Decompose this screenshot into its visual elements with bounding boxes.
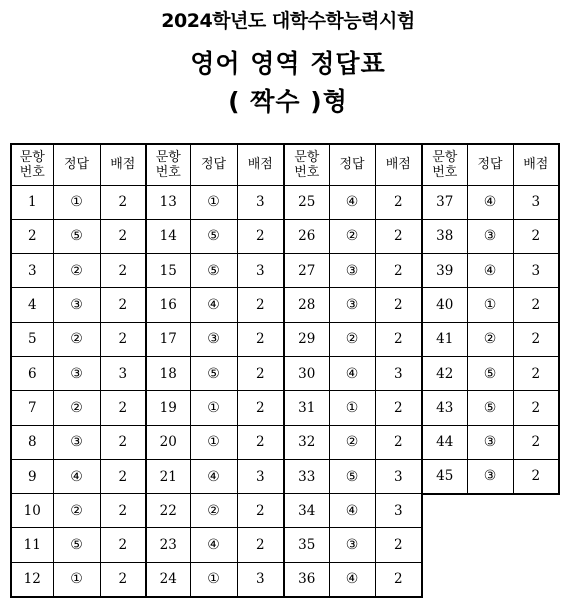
answer-value: ① xyxy=(190,562,237,596)
table-row xyxy=(11,562,559,596)
answer-value: ① xyxy=(53,562,100,596)
answer-key-table xyxy=(10,143,560,598)
points-value: 2 xyxy=(237,425,284,459)
answer-value: ② xyxy=(467,322,513,356)
question-number: 35 xyxy=(284,528,329,562)
table-row xyxy=(11,322,559,356)
answer-value: ③ xyxy=(467,459,513,493)
points-value: 2 xyxy=(237,322,284,356)
question-number: 30 xyxy=(284,356,329,390)
points-value: 3 xyxy=(375,459,422,493)
answer-value: ③ xyxy=(53,425,100,459)
answer-value: ① xyxy=(190,185,237,219)
question-number: 12 xyxy=(11,562,53,596)
question-number: 4 xyxy=(11,288,53,322)
answer-value: ④ xyxy=(329,494,375,528)
question-number: 15 xyxy=(146,254,190,288)
points-value: 2 xyxy=(237,528,284,562)
question-number-header: 문항 번호 xyxy=(284,144,329,185)
question-number: 41 xyxy=(422,322,467,356)
question-number: 40 xyxy=(422,288,467,322)
answer-value: ① xyxy=(329,391,375,425)
question-number: 27 xyxy=(284,254,329,288)
question-number: 36 xyxy=(284,562,329,596)
answer-value: ④ xyxy=(467,185,513,219)
points-value: 3 xyxy=(237,459,284,493)
points-value: 3 xyxy=(100,356,146,390)
answer-value: ③ xyxy=(329,254,375,288)
table-row xyxy=(11,288,559,322)
answer-value: ④ xyxy=(467,254,513,288)
empty-cell xyxy=(422,562,467,596)
points-header: 배점 xyxy=(375,144,422,185)
question-number: 37 xyxy=(422,185,467,219)
question-number: 7 xyxy=(11,391,53,425)
points-header: 배점 xyxy=(100,144,146,185)
points-value: 2 xyxy=(375,322,422,356)
points-value: 3 xyxy=(513,185,559,219)
question-number: 11 xyxy=(11,528,53,562)
points-value: 2 xyxy=(513,288,559,322)
points-value: 2 xyxy=(100,288,146,322)
points-value: 2 xyxy=(237,219,284,253)
question-number: 45 xyxy=(422,459,467,493)
points-value: 2 xyxy=(100,494,146,528)
question-number: 29 xyxy=(284,322,329,356)
answer-value: ① xyxy=(190,425,237,459)
answer-table-body xyxy=(11,144,559,597)
points-value: 3 xyxy=(237,562,284,596)
question-number: 34 xyxy=(284,494,329,528)
question-number: 28 xyxy=(284,288,329,322)
points-value: 3 xyxy=(513,254,559,288)
answer-value: ② xyxy=(329,425,375,459)
answer-header: 정답 xyxy=(190,144,237,185)
question-number: 20 xyxy=(146,425,190,459)
answer-value: ② xyxy=(53,494,100,528)
points-value: 2 xyxy=(100,425,146,459)
answer-value: ⑤ xyxy=(190,254,237,288)
points-value: 2 xyxy=(513,459,559,493)
answer-value: ④ xyxy=(190,459,237,493)
points-value: 2 xyxy=(513,219,559,253)
answer-value: ② xyxy=(53,322,100,356)
question-number: 5 xyxy=(11,322,53,356)
answer-value: ① xyxy=(467,288,513,322)
points-value: 2 xyxy=(375,391,422,425)
question-number: 13 xyxy=(146,185,190,219)
answer-value: ② xyxy=(53,391,100,425)
table-row xyxy=(11,219,559,253)
empty-cell xyxy=(467,562,513,596)
question-number: 19 xyxy=(146,391,190,425)
points-value: 2 xyxy=(375,288,422,322)
question-number: 24 xyxy=(146,562,190,596)
question-number: 43 xyxy=(422,391,467,425)
answer-value: ③ xyxy=(467,425,513,459)
points-value: 2 xyxy=(100,322,146,356)
question-number-header: 문항 번호 xyxy=(422,144,467,185)
answer-value: ⑤ xyxy=(53,528,100,562)
answer-value: ① xyxy=(53,185,100,219)
answer-value: ① xyxy=(190,391,237,425)
question-number: 6 xyxy=(11,356,53,390)
points-value: 2 xyxy=(237,494,284,528)
question-number: 1 xyxy=(11,185,53,219)
points-value: 2 xyxy=(375,562,422,596)
answer-value: ② xyxy=(53,254,100,288)
answer-value: ② xyxy=(329,322,375,356)
points-value: 2 xyxy=(100,254,146,288)
points-value: 3 xyxy=(237,254,284,288)
table-row xyxy=(11,528,559,562)
answer-value: ④ xyxy=(53,459,100,493)
table-row xyxy=(11,254,559,288)
answer-value: ③ xyxy=(467,219,513,253)
answer-value: ⑤ xyxy=(467,356,513,390)
table-row xyxy=(11,459,559,493)
answer-value: ② xyxy=(190,494,237,528)
points-value: 2 xyxy=(375,528,422,562)
answer-header: 정답 xyxy=(467,144,513,185)
answer-value: ④ xyxy=(190,288,237,322)
question-number: 23 xyxy=(146,528,190,562)
points-value: 2 xyxy=(375,425,422,459)
question-number: 16 xyxy=(146,288,190,322)
question-number: 14 xyxy=(146,219,190,253)
empty-cell xyxy=(422,494,467,528)
question-number: 3 xyxy=(11,254,53,288)
answer-value: ③ xyxy=(329,528,375,562)
question-number: 17 xyxy=(146,322,190,356)
points-value: 2 xyxy=(375,185,422,219)
points-value: 2 xyxy=(100,391,146,425)
answer-value: ② xyxy=(329,219,375,253)
question-number: 21 xyxy=(146,459,190,493)
empty-cell xyxy=(513,494,559,528)
answer-value: ③ xyxy=(329,288,375,322)
points-header: 배점 xyxy=(513,144,559,185)
points-value: 2 xyxy=(513,425,559,459)
answer-value: ③ xyxy=(53,356,100,390)
question-number: 39 xyxy=(422,254,467,288)
points-header: 배점 xyxy=(237,144,284,185)
table-row xyxy=(11,356,559,390)
points-value: 3 xyxy=(237,185,284,219)
answer-value: ④ xyxy=(190,528,237,562)
table-row xyxy=(11,425,559,459)
points-value: 2 xyxy=(513,356,559,390)
points-value: 2 xyxy=(513,391,559,425)
answer-value: ④ xyxy=(329,356,375,390)
answer-value: ⑤ xyxy=(53,219,100,253)
points-value: 2 xyxy=(100,185,146,219)
points-value: 2 xyxy=(237,356,284,390)
points-value: 3 xyxy=(375,494,422,528)
question-number: 31 xyxy=(284,391,329,425)
exam-type-title: ( 짝수 )형 xyxy=(228,87,348,116)
empty-cell xyxy=(513,528,559,562)
answer-value: ④ xyxy=(329,562,375,596)
exam-title: 2024학년도 대학수학능력시험 xyxy=(161,10,415,32)
question-number-header: 문항 번호 xyxy=(11,144,53,185)
question-number: 25 xyxy=(284,185,329,219)
points-value: 3 xyxy=(375,356,422,390)
empty-cell xyxy=(467,494,513,528)
empty-cell xyxy=(422,528,467,562)
empty-cell xyxy=(513,562,559,596)
points-value: 2 xyxy=(100,219,146,253)
points-value: 2 xyxy=(237,288,284,322)
points-value: 2 xyxy=(375,254,422,288)
answer-value: ③ xyxy=(53,288,100,322)
question-number: 38 xyxy=(422,219,467,253)
points-value: 2 xyxy=(100,459,146,493)
question-number: 33 xyxy=(284,459,329,493)
question-number: 9 xyxy=(11,459,53,493)
table-row xyxy=(11,494,559,528)
question-number-header: 문항 번호 xyxy=(146,144,190,185)
answer-value: ④ xyxy=(329,185,375,219)
points-value: 2 xyxy=(100,528,146,562)
question-number: 42 xyxy=(422,356,467,390)
answer-value: ⑤ xyxy=(329,459,375,493)
answer-value: ③ xyxy=(190,322,237,356)
answer-value: ⑤ xyxy=(190,356,237,390)
subject-title: 영어 영역 정답표 xyxy=(190,49,386,78)
table-row xyxy=(11,391,559,425)
empty-cell xyxy=(467,528,513,562)
question-number: 18 xyxy=(146,356,190,390)
question-number: 10 xyxy=(11,494,53,528)
points-value: 2 xyxy=(513,322,559,356)
question-number: 32 xyxy=(284,425,329,459)
answer-value: ⑤ xyxy=(190,219,237,253)
question-number: 8 xyxy=(11,425,53,459)
table-row xyxy=(11,185,559,219)
points-value: 2 xyxy=(237,391,284,425)
points-value: 2 xyxy=(375,219,422,253)
question-number: 2 xyxy=(11,219,53,253)
answer-header: 정답 xyxy=(329,144,375,185)
question-number: 44 xyxy=(422,425,467,459)
points-value: 2 xyxy=(100,562,146,596)
answer-header: 정답 xyxy=(53,144,100,185)
header-row xyxy=(11,144,559,185)
question-number: 26 xyxy=(284,219,329,253)
answer-value: ⑤ xyxy=(467,391,513,425)
question-number: 22 xyxy=(146,494,190,528)
